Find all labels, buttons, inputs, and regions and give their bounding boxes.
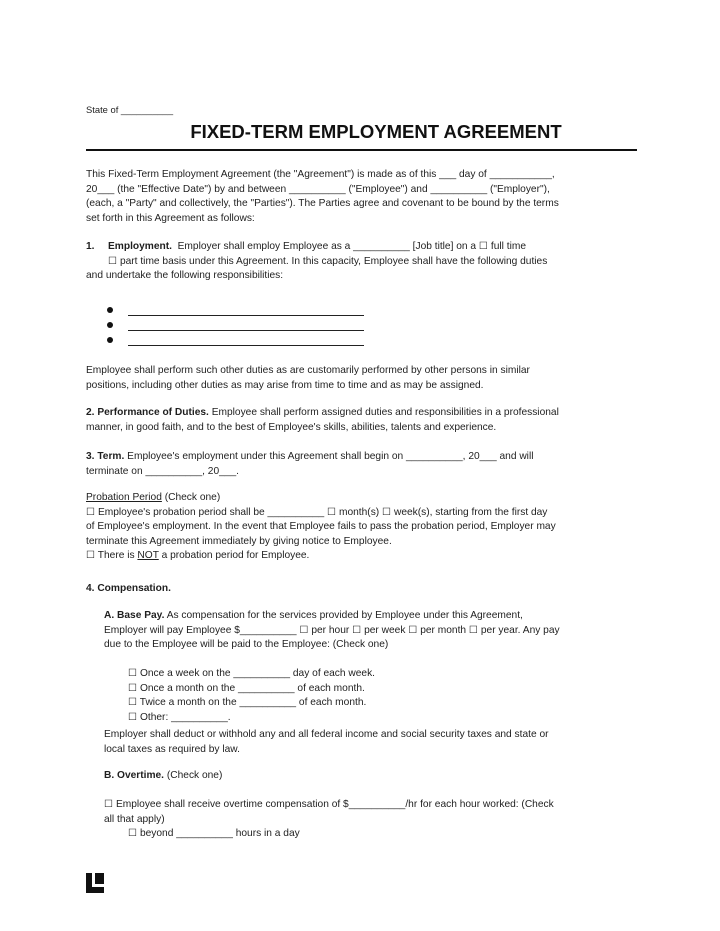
section-heading: 2. Performance of Duties. xyxy=(86,407,209,418)
blank-line xyxy=(128,315,364,316)
title-rule xyxy=(86,149,637,151)
blank-line xyxy=(128,330,364,331)
tax-paragraph xyxy=(104,728,549,757)
bullet-icon xyxy=(107,322,113,328)
probation-text: ☐ There is xyxy=(86,550,138,562)
intro-line: set forth in this Agreement as follows: xyxy=(86,212,255,224)
subsection-heading: B. Overtime. xyxy=(104,770,165,781)
section-text: and undertake the following responsibilities: xyxy=(86,270,284,282)
probation-text: of Employee's employment. In the event that Employee fails to pass the probation period, Employer may xyxy=(86,521,556,533)
probation-option[interactable] xyxy=(86,549,556,564)
probation-text: terminate this Agreement immediately by giving notice to Employee. xyxy=(86,535,392,547)
subsection-heading: A. Base Pay. xyxy=(104,610,165,621)
intro-line: (each, a "Party" and collectively, the "Parties"). The Parties agree and covenant to be bound by the terms xyxy=(86,198,559,210)
probation-note: (Check one) xyxy=(161,492,221,503)
pay-option[interactable]: ☐ Other: __________. xyxy=(128,711,231,723)
state-line: State of __________ xyxy=(86,104,174,115)
probation-option[interactable]: ☐ Employee's probation period shall be __________ ☐ month(s) ☐ week(s), starting from the first day xyxy=(86,506,548,518)
subsection-text: Employer will pay Employee $__________ ☐ per hour ☐ per week ☐ per month ☐ per year. Any pay xyxy=(104,624,560,636)
pay-option[interactable]: ☐ Once a week on the __________ day of each week. xyxy=(128,668,376,679)
section-text: Employee's employment under this Agreement shall begin on __________, 20___ and will xyxy=(127,451,534,462)
section-heading: 3. Term. xyxy=(86,451,125,462)
section-text: Employer shall employ Employee as a __________ [Job title] on a ☐ full time xyxy=(177,241,526,252)
overtime-option[interactable]: ☐ Employee shall receive overtime compensation of $__________/hr for each hour worked: (Check xyxy=(104,799,554,810)
probation-section xyxy=(86,491,556,564)
section-performance xyxy=(86,406,559,435)
section-text: ☐ part time basis under this Agreement. In this capacity, Employee shall have the following duties xyxy=(108,255,548,267)
probation-text: a probation period for Employee. xyxy=(158,550,310,562)
overtime-text: all that apply) xyxy=(104,813,165,825)
pay-option[interactable]: ☐ Twice a month on the __________ of each month. xyxy=(128,697,367,709)
overtime-hours-option[interactable]: ☐ beyond __________ hours in a day xyxy=(128,828,300,839)
intro-line: 20___ (the "Effective Date") by and between __________ ("Employee") and __________ ("Employer"), xyxy=(86,183,550,195)
subsection-note: (Check one) xyxy=(164,770,223,781)
section-text: terminate on __________, 20___. xyxy=(86,465,239,477)
pay-schedule-options xyxy=(128,667,375,725)
base-pay-section xyxy=(104,609,560,653)
intro-line: This Fixed-Term Employment Agreement (the "Agreement") is made as of this ___ day of ___________, xyxy=(86,169,555,180)
probation-not: NOT xyxy=(137,550,159,562)
section-employment xyxy=(86,240,547,284)
intro-paragraph xyxy=(86,168,559,226)
paragraph-line: Employee shall perform such other duties as are customarily performed by other persons in similar xyxy=(86,365,530,376)
paragraph-line: Employer shall deduct or withhold any and all federal income and social security taxes and state or xyxy=(104,729,549,740)
duties-paragraph xyxy=(86,364,530,393)
section-compensation-heading: 4. Compensation. xyxy=(86,583,171,594)
subsection-text: As compensation for the services provided by Employee under this Agreement, xyxy=(166,610,523,621)
section-number: 1. xyxy=(86,241,95,252)
section-text: Employee shall perform assigned duties and responsibilities in a professional xyxy=(211,407,559,418)
subsection-text: due to the Employee will be paid to the Employee: (Check one) xyxy=(104,639,389,651)
pay-option[interactable]: ☐ Once a month on the __________ of each month. xyxy=(128,682,365,694)
overtime-section xyxy=(104,798,554,827)
paragraph-line: local taxes as required by law. xyxy=(104,743,240,755)
bullet-icon xyxy=(107,337,113,343)
overtime-heading-line xyxy=(104,769,222,784)
document-title: FIXED-TERM EMPLOYMENT AGREEMENT xyxy=(190,121,562,142)
section-text: manner, in good faith, and to the best of Employee's skills, abilities, talents and experience. xyxy=(86,421,497,433)
bullet-icon xyxy=(107,307,113,313)
paragraph-line: positions, including other duties as may arise from time to time and as may be assigned. xyxy=(86,379,484,391)
section-heading: Employment. xyxy=(108,241,172,252)
probation-heading: Probation Period xyxy=(86,492,162,503)
lawdistrict-logo-icon xyxy=(86,873,104,893)
blank-line xyxy=(128,345,364,346)
section-term xyxy=(86,450,533,479)
